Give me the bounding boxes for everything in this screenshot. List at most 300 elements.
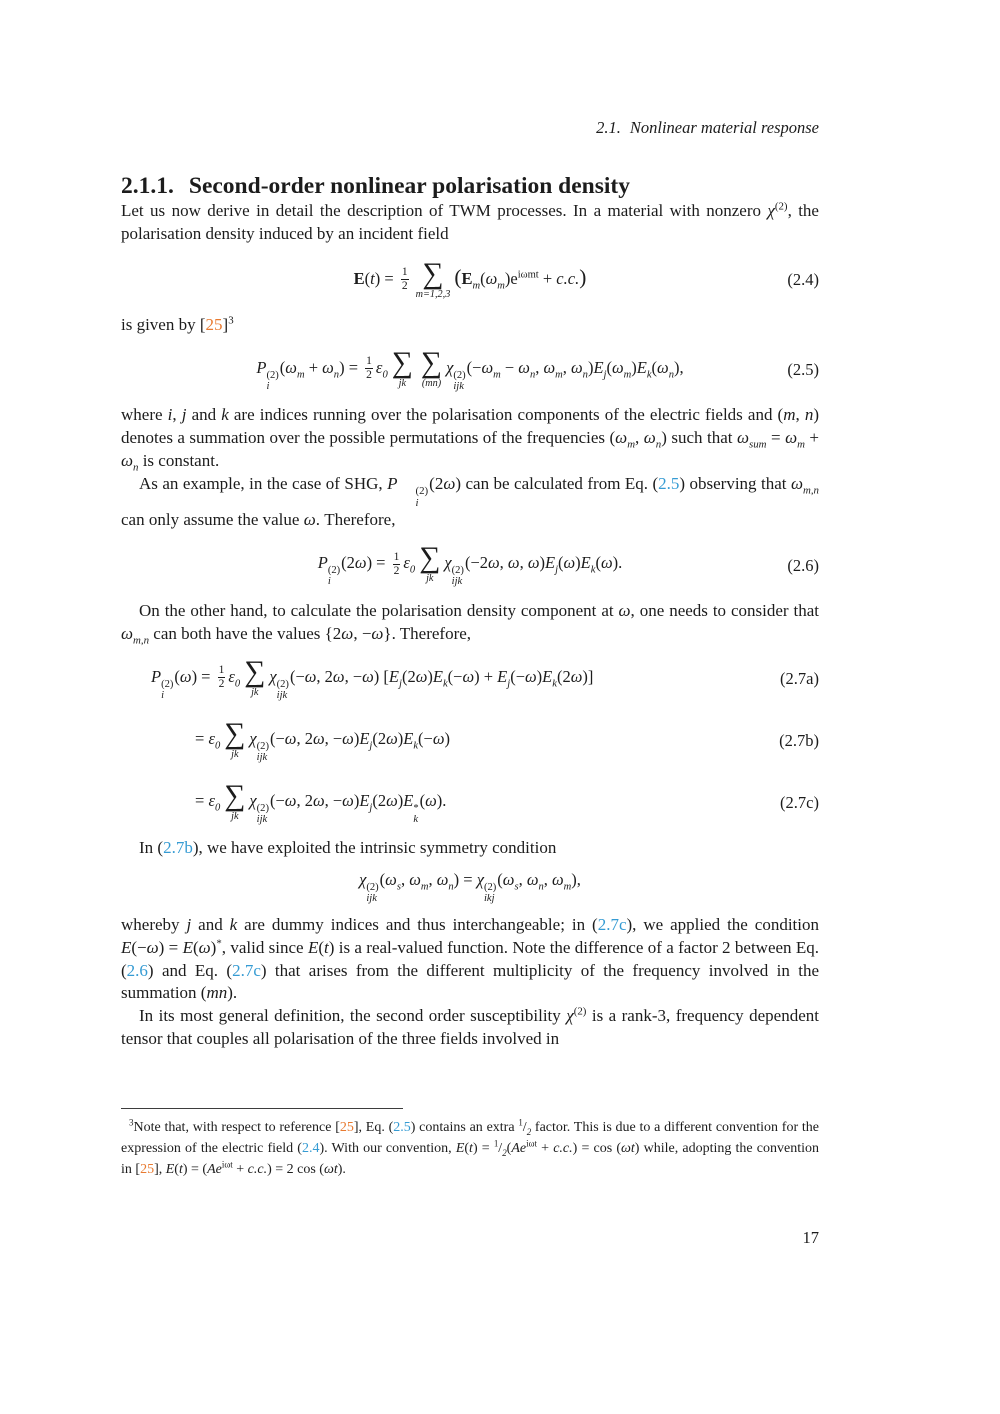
fraction-denominator: 2 bbox=[393, 564, 400, 577]
text-run: ( bbox=[174, 1162, 179, 1177]
text-run: ω bbox=[362, 666, 374, 686]
text-run: , bbox=[400, 869, 410, 889]
text-run: P bbox=[387, 473, 398, 493]
text-run: ( bbox=[606, 357, 612, 377]
stacked-superscript: (2) bbox=[453, 370, 466, 382]
fraction-denominator: 2 bbox=[366, 369, 372, 382]
text-run: ω bbox=[507, 553, 520, 573]
text-run: 0 bbox=[382, 369, 388, 381]
text-run: ω bbox=[488, 553, 500, 573]
text-run bbox=[224, 717, 246, 760]
fraction-numerator: 1 bbox=[393, 551, 401, 565]
text-run: ω bbox=[462, 666, 475, 686]
text-run bbox=[484, 882, 496, 904]
equation-reference-link[interactable]: 2.4 bbox=[301, 1141, 320, 1156]
footnote-block bbox=[121, 1108, 819, 1180]
text-run: t bbox=[469, 1141, 473, 1156]
text-run: χ bbox=[359, 869, 367, 889]
text-run: χ bbox=[269, 666, 277, 686]
text-run: ( bbox=[497, 869, 503, 889]
text-run: ). bbox=[227, 983, 238, 1003]
text-run: m bbox=[472, 279, 481, 291]
text-run bbox=[419, 544, 440, 584]
text-run: ω bbox=[385, 869, 397, 889]
text-run: where bbox=[121, 405, 168, 425]
equation-reference-link[interactable]: 2.7c bbox=[232, 960, 261, 980]
text-run: ω bbox=[615, 428, 628, 448]
text-run: ) bbox=[397, 790, 404, 810]
stacked-superscript: (2) bbox=[451, 565, 464, 577]
text-run: n bbox=[529, 369, 536, 381]
stacked-superscript: (2) bbox=[266, 370, 279, 382]
text-run: t bbox=[178, 1162, 183, 1177]
text-run: / bbox=[522, 1120, 527, 1135]
text-run: ) = 2 cos ( bbox=[267, 1162, 324, 1177]
text-run: ) = bbox=[366, 553, 390, 573]
stacked-subscript: ijk bbox=[451, 576, 463, 588]
text-run: n bbox=[655, 438, 662, 451]
stacked-subscript: i bbox=[161, 689, 165, 701]
stacked-superscript: (2) bbox=[415, 485, 429, 498]
text-run: m bbox=[420, 881, 429, 893]
text-run: (−2 bbox=[464, 553, 489, 573]
text-run bbox=[266, 370, 278, 392]
text-run: can both have the values {2 bbox=[149, 623, 342, 643]
text-run: ) bbox=[397, 728, 404, 748]
text-run: ) that arises from the different multiplicity of the frequency involved in the summation ( bbox=[121, 960, 819, 1003]
text-run: , bbox=[518, 869, 527, 889]
text-run: n bbox=[538, 881, 544, 893]
text-run: , 2 bbox=[316, 666, 333, 686]
text-run: ) = ( bbox=[182, 1162, 208, 1177]
text-run: E bbox=[165, 1162, 175, 1177]
text-run: 0 bbox=[409, 564, 416, 576]
text-run: P bbox=[317, 553, 328, 573]
text-run: ) bbox=[427, 666, 433, 686]
text-run: ) bbox=[587, 357, 594, 377]
text-run: ε bbox=[375, 357, 383, 377]
text-run: k bbox=[442, 677, 448, 689]
text-run: (− bbox=[289, 666, 305, 686]
text-run: j bbox=[369, 801, 373, 813]
text-run: ω bbox=[526, 869, 539, 889]
stacked-subscript: i bbox=[266, 381, 270, 393]
text-run: E bbox=[388, 666, 400, 686]
text-run: ω bbox=[304, 666, 317, 686]
paragraph-other-hand bbox=[121, 600, 819, 646]
text-run: is a rank-3, frequency dependent tensor that couples all polarisation of the three fields involved in bbox=[121, 1006, 819, 1048]
text-run: P bbox=[151, 666, 162, 686]
text-run: ( bbox=[464, 1141, 470, 1156]
text-run: , bbox=[499, 553, 508, 573]
text-run: ω bbox=[284, 790, 297, 810]
text-run: k bbox=[229, 915, 238, 935]
summation-limit: m=1,2,3 bbox=[415, 288, 451, 300]
text-run: ) can be calculated from Eq. ( bbox=[455, 473, 659, 493]
text-run: m,n bbox=[133, 633, 150, 646]
text-run: ε bbox=[403, 553, 410, 573]
text-run: s bbox=[396, 881, 401, 893]
text-run: , bbox=[535, 357, 544, 377]
text-run: ) = bbox=[339, 357, 363, 377]
text-run: (− bbox=[269, 790, 285, 810]
text-run: E bbox=[121, 937, 132, 957]
text-run: 2 bbox=[526, 1126, 532, 1137]
text-run: E bbox=[359, 790, 370, 810]
text-run: = bbox=[195, 728, 209, 748]
text-run: (2 bbox=[341, 553, 355, 573]
text-run: ω bbox=[312, 790, 325, 810]
text-run: , bbox=[562, 357, 572, 377]
text-run: ω bbox=[443, 473, 456, 493]
equation-content bbox=[318, 544, 622, 587]
text-run: E bbox=[403, 728, 414, 748]
equation-content bbox=[195, 717, 451, 763]
text-run: ) bbox=[536, 666, 543, 686]
text-run: ) bbox=[579, 264, 587, 289]
text-run: χ bbox=[767, 201, 775, 221]
text-run: ) = cos ( bbox=[572, 1141, 621, 1156]
equation-content bbox=[359, 870, 581, 904]
text-run: , − bbox=[324, 728, 343, 748]
text-run: ω bbox=[303, 510, 316, 530]
text-run: ) such that bbox=[661, 428, 737, 448]
text-run: ( bbox=[595, 553, 601, 573]
summation-sigma: ∑ bbox=[391, 346, 413, 379]
text-run: = bbox=[766, 428, 786, 448]
text-run: 0 bbox=[234, 677, 241, 689]
section-title: Second-order nonlinear polarisation density bbox=[188, 173, 630, 199]
text-run: ω bbox=[179, 666, 192, 686]
text-run: 0 bbox=[214, 739, 221, 751]
paragraph-in-27b bbox=[121, 837, 819, 860]
text-run: and bbox=[186, 405, 222, 425]
text-run: 3 bbox=[228, 314, 234, 327]
text-run: ) bbox=[444, 728, 451, 748]
running-header-number: 2.1. bbox=[596, 118, 621, 137]
text-run: ] bbox=[222, 314, 229, 334]
text-run: (− bbox=[269, 728, 285, 748]
text-run: t bbox=[370, 268, 375, 288]
text-run: ω bbox=[121, 451, 134, 471]
summation-limit: jk bbox=[251, 686, 259, 698]
text-run: , bbox=[635, 428, 644, 448]
text-run: ω bbox=[525, 666, 537, 686]
text-run: In ( bbox=[139, 838, 164, 858]
text-run: (− bbox=[510, 666, 526, 686]
page-number: 17 bbox=[802, 1228, 819, 1247]
text-run: ], bbox=[154, 1162, 166, 1177]
text-run: k bbox=[221, 405, 229, 425]
summation-sigma: ∑ bbox=[224, 779, 246, 812]
text-run: (2 bbox=[372, 790, 387, 810]
text-run: ωt bbox=[621, 1141, 635, 1156]
equation-number: (2.4) bbox=[787, 269, 819, 289]
text-run: ω bbox=[386, 728, 398, 748]
text-run: ω bbox=[736, 428, 749, 448]
text-run: ω bbox=[618, 600, 631, 620]
text-run bbox=[218, 664, 226, 692]
fraction-numerator: 1 bbox=[218, 664, 226, 678]
text-run: − bbox=[500, 357, 519, 377]
text-run: ), we have exploited the intrinsic symmetry condition bbox=[192, 838, 557, 858]
text-run bbox=[328, 565, 340, 587]
text-run: ω bbox=[342, 728, 354, 748]
stacked-subscript: ijk bbox=[256, 751, 268, 763]
equation-2-6 bbox=[121, 538, 819, 594]
equation-2-4 bbox=[121, 252, 819, 308]
text-run: ω bbox=[198, 937, 211, 957]
text-run: , bbox=[543, 869, 552, 889]
text-run: In its most general definition, the second order susceptibility bbox=[139, 1006, 567, 1026]
text-run bbox=[452, 565, 464, 587]
text-run: t bbox=[324, 937, 329, 957]
text-run: k bbox=[413, 739, 419, 751]
text-run: Ae bbox=[207, 1162, 222, 1177]
text-run: k bbox=[646, 369, 652, 381]
citation-link[interactable]: 25 bbox=[140, 1162, 155, 1177]
text-run: ( bbox=[192, 937, 199, 957]
text-run: is constant. bbox=[138, 451, 220, 471]
stacked-superscript: (2) bbox=[256, 802, 269, 814]
equation-reference-link[interactable]: 2.7c bbox=[597, 915, 627, 935]
text-run: ) bbox=[210, 937, 217, 957]
text-run: ) observing that bbox=[679, 473, 791, 493]
text-run bbox=[397, 486, 428, 509]
text-run bbox=[257, 741, 269, 763]
text-run: ) [ bbox=[373, 666, 389, 686]
text-run: ω bbox=[322, 357, 334, 377]
citation-link[interactable]: 25 bbox=[205, 314, 223, 334]
stacked-superscript: (2) bbox=[483, 882, 497, 894]
text-run: n bbox=[133, 461, 139, 474]
text-run: ω bbox=[611, 357, 624, 377]
text-run: ω bbox=[342, 790, 354, 810]
text-run: ω bbox=[785, 428, 798, 448]
page-content bbox=[121, 0, 819, 1051]
text-run: P bbox=[256, 357, 267, 377]
text-run: = bbox=[195, 790, 209, 810]
paragraph-given bbox=[121, 314, 819, 337]
text-run: can only assume the value bbox=[121, 510, 304, 530]
stacked-subscript: ijk bbox=[276, 689, 288, 701]
text-run: 1 bbox=[518, 1117, 523, 1128]
text-run bbox=[393, 551, 401, 579]
text-run: ) while, adopting the convention in [ bbox=[121, 1141, 819, 1177]
summation-limit: (mn) bbox=[421, 377, 442, 389]
equation-content bbox=[353, 257, 587, 300]
text-run: , − bbox=[324, 790, 343, 810]
text-run: E bbox=[542, 666, 553, 686]
text-run: χ bbox=[476, 869, 484, 889]
text-run: E bbox=[432, 666, 443, 686]
text-run: c.c. bbox=[247, 1162, 268, 1177]
text-run: , bbox=[519, 553, 528, 573]
text-run: E bbox=[353, 268, 365, 288]
text-run: (2 bbox=[556, 666, 571, 686]
summation-limit: jk bbox=[231, 748, 239, 760]
equation-reference-link[interactable]: 2.5 bbox=[658, 473, 680, 493]
text-run: m bbox=[563, 881, 572, 893]
text-run: ω bbox=[518, 357, 530, 377]
text-run: c.c. bbox=[553, 1141, 573, 1156]
text-run: ) bbox=[575, 553, 581, 573]
paragraph-where bbox=[121, 404, 819, 472]
text-run: (2 bbox=[429, 473, 444, 493]
text-run: ω bbox=[790, 473, 803, 493]
text-run bbox=[420, 346, 443, 389]
running-header bbox=[121, 118, 819, 138]
text-run: ω bbox=[643, 428, 656, 448]
equation-number: (2.7b) bbox=[779, 731, 819, 751]
text-run: ω bbox=[543, 357, 556, 377]
text-run: n bbox=[448, 881, 454, 893]
text-run: ) = bbox=[374, 268, 398, 288]
text-run: ) bbox=[539, 553, 545, 573]
text-run: + bbox=[538, 268, 557, 288]
text-run: m bbox=[623, 369, 632, 381]
text-run: ) = bbox=[158, 937, 183, 957]
text-run: ω bbox=[570, 666, 583, 686]
text-run: E bbox=[359, 728, 370, 748]
text-run: + bbox=[232, 1162, 248, 1177]
text-run: E bbox=[544, 553, 556, 573]
summation-sigma: ∑ bbox=[244, 655, 266, 688]
equation-2-5 bbox=[121, 342, 819, 398]
text-run: s bbox=[514, 881, 519, 893]
text-run: ( bbox=[318, 937, 325, 957]
footnote bbox=[121, 1117, 819, 1180]
text-run: Ae bbox=[511, 1141, 527, 1156]
text-run: ε bbox=[208, 728, 215, 748]
summation-limit: jk bbox=[231, 810, 239, 822]
text-run: j bbox=[181, 405, 187, 425]
text-run: E bbox=[580, 553, 591, 573]
citation-link[interactable]: 25 bbox=[339, 1120, 354, 1135]
text-run bbox=[365, 355, 373, 383]
equation-group-2-7 bbox=[121, 651, 819, 831]
text-run: As an example, in the case of SHG, bbox=[139, 473, 388, 493]
text-run: m bbox=[296, 369, 305, 381]
text-run: (2 bbox=[401, 666, 416, 686]
text-run: , bbox=[172, 405, 182, 425]
text-run: ω bbox=[432, 728, 445, 748]
text-run: are indices running over the polarisation components of the electric fields and ( bbox=[228, 405, 784, 425]
text-run bbox=[453, 370, 465, 392]
text-run bbox=[366, 882, 378, 904]
stacked-subscript: k bbox=[413, 813, 419, 825]
text-run: ω bbox=[354, 553, 367, 573]
text-run: ω bbox=[312, 728, 325, 748]
text-run: ω bbox=[436, 869, 449, 889]
text-run: Let us now derive in detail the description of TWM processes. In a material with nonzero bbox=[121, 201, 768, 221]
text-run: n bbox=[582, 369, 588, 381]
text-run: ) bbox=[353, 790, 360, 810]
summation-sigma: ∑ bbox=[419, 542, 441, 575]
text-run: 0 bbox=[214, 801, 221, 813]
text-run: + bbox=[304, 357, 323, 377]
text-run: ), bbox=[571, 869, 581, 889]
fraction-denominator: 2 bbox=[218, 678, 225, 691]
text-run: ω bbox=[409, 869, 421, 889]
stacked-subscript: ijk bbox=[256, 813, 268, 825]
text-run: ω bbox=[425, 790, 437, 810]
text-run: ω bbox=[415, 666, 428, 686]
text-run: ( bbox=[419, 790, 426, 810]
text-run: m bbox=[555, 369, 563, 381]
text-run: ( bbox=[558, 553, 564, 573]
text-run: (− bbox=[131, 937, 147, 957]
equation-number: (2.7c) bbox=[780, 793, 819, 813]
text-run: , bbox=[428, 869, 437, 889]
text-run: )] bbox=[582, 666, 594, 686]
running-header-title: Nonlinear material response bbox=[629, 118, 819, 137]
text-run: ω bbox=[485, 268, 498, 288]
text-run: (− bbox=[418, 728, 433, 748]
paragraph-intro bbox=[121, 200, 819, 246]
text-run: n bbox=[668, 369, 674, 381]
stacked-subscript: ijk bbox=[366, 893, 377, 905]
text-run bbox=[401, 266, 409, 294]
text-run: m bbox=[797, 438, 805, 451]
text-run: χ bbox=[566, 1006, 574, 1026]
text-run: On the other hand, to calculate the polarisation density component at bbox=[139, 600, 619, 620]
text-run: ω bbox=[502, 869, 515, 889]
text-run: ε bbox=[208, 790, 215, 810]
fraction-numerator: 1 bbox=[401, 266, 409, 280]
text-run: (2) bbox=[573, 1005, 587, 1018]
equation-2-7b bbox=[121, 713, 819, 769]
text-run: is given by [ bbox=[121, 314, 206, 334]
text-run: factor. This is due to a different convention for the expression of the electric field ( bbox=[121, 1120, 819, 1156]
equation-reference-link[interactable]: 2.7b bbox=[163, 838, 193, 858]
equation-reference-link[interactable]: 2.6 bbox=[126, 960, 148, 980]
text-run: + bbox=[536, 1141, 554, 1156]
text-run: , 2 bbox=[296, 728, 313, 748]
text-run: . Therefore, bbox=[315, 510, 396, 530]
text-run: / bbox=[498, 1141, 503, 1156]
stacked-superscript: (2) bbox=[161, 678, 174, 690]
text-run: ). bbox=[337, 1162, 346, 1177]
text-run: ω bbox=[371, 623, 384, 643]
text-run: χ bbox=[249, 728, 257, 748]
text-run: ( bbox=[379, 869, 386, 889]
stacked-superscript: (2) bbox=[276, 678, 289, 690]
text-run: ω bbox=[146, 937, 159, 957]
text-run: + bbox=[804, 428, 820, 448]
text-run: m bbox=[497, 279, 505, 291]
text-run: ). bbox=[612, 553, 623, 573]
equation-number: (2.5) bbox=[787, 360, 819, 380]
text-run: ) = bbox=[453, 869, 477, 889]
equation-reference-link[interactable]: 2.5 bbox=[393, 1120, 411, 1135]
text-run: E bbox=[307, 937, 319, 957]
text-run: ω bbox=[332, 666, 345, 686]
text-run: ω bbox=[600, 553, 613, 573]
text-run: ) and Eq. ( bbox=[147, 960, 233, 980]
footnote-rule bbox=[121, 1108, 403, 1109]
text-run: ( bbox=[364, 268, 371, 288]
summation-sigma: ∑ bbox=[224, 717, 246, 750]
text-run: (2 bbox=[372, 728, 387, 748]
text-run: E bbox=[461, 268, 473, 288]
stacked-subscript: i bbox=[415, 496, 419, 509]
summation-limit: jk bbox=[398, 377, 406, 389]
text-run: ω bbox=[481, 357, 494, 377]
text-run: E bbox=[455, 1141, 465, 1156]
text-run: ω bbox=[571, 357, 583, 377]
text-run: E bbox=[182, 937, 193, 957]
